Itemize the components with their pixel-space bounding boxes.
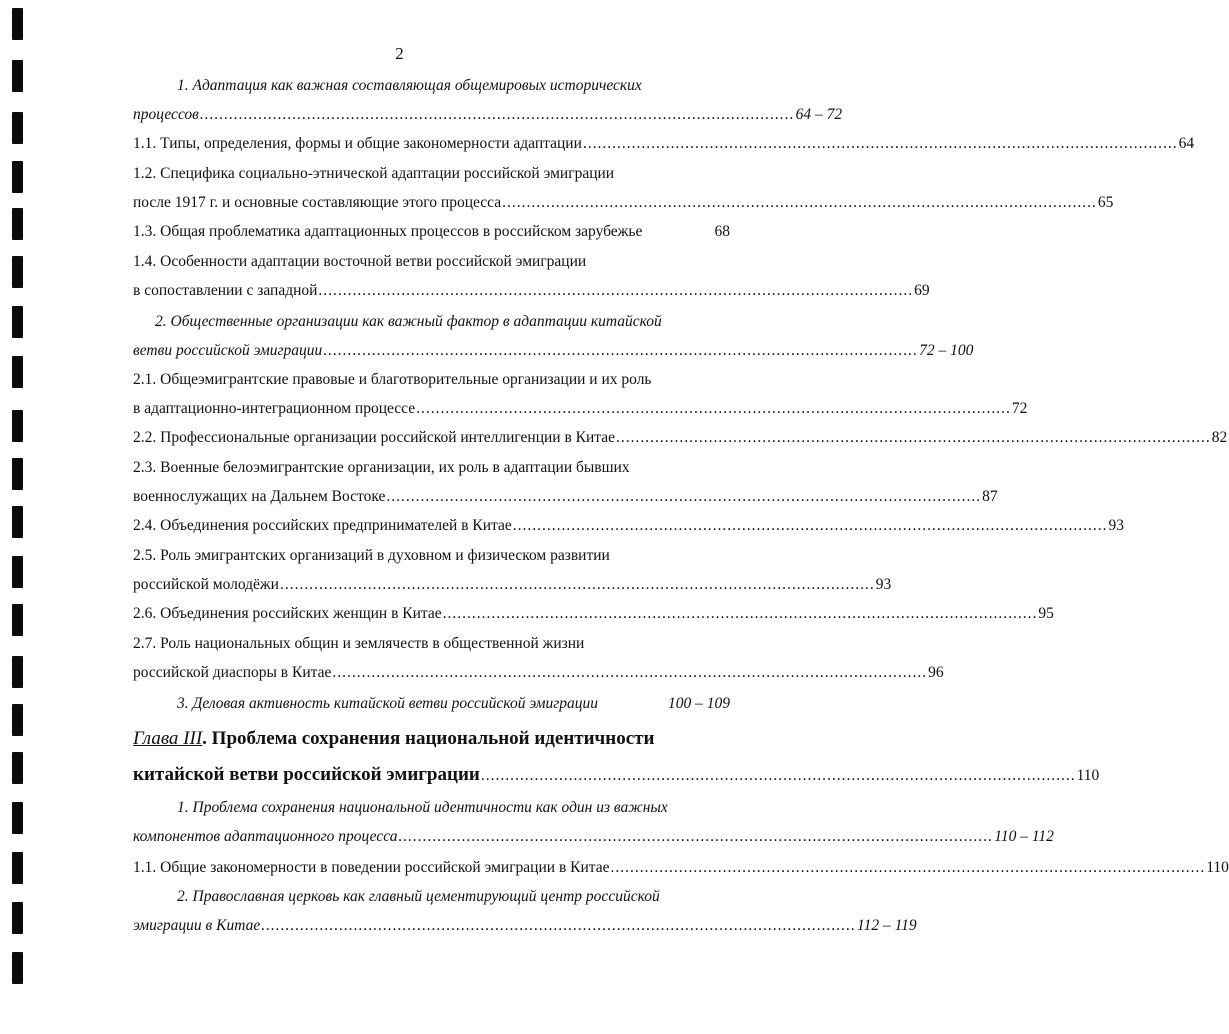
toc-entry-title: . Проблема сохранения национальной идентичности bbox=[202, 728, 655, 749]
toc-leader bbox=[133, 516, 1124, 536]
toc-leader bbox=[133, 134, 1195, 154]
toc-leader bbox=[133, 105, 843, 125]
toc-entry-title: 1.2. Специфика социально-этнической адаптации российской эмиграции bbox=[133, 165, 615, 182]
toc-leader bbox=[133, 763, 1100, 788]
dot-leader: .......................................................................................................................... bbox=[332, 664, 928, 681]
toc-page-ref: 69 bbox=[914, 282, 930, 299]
toc-page-ref: 110 – 112 bbox=[994, 828, 1054, 845]
toc-entry-title: 2.7. Роль национальных общин и землячеств в общественной жизни bbox=[133, 635, 585, 652]
toc-page-ref: 68 bbox=[714, 223, 730, 240]
toc-entry-title: 1.1. Общие закономерности в поведении российской эмиграции в Китае bbox=[133, 859, 610, 876]
dot-leader: .......................................................................................................................... bbox=[480, 767, 1076, 784]
binding-hole bbox=[12, 60, 23, 92]
binding-hole bbox=[12, 656, 23, 688]
binding-hole bbox=[12, 952, 23, 984]
dot-leader: .......................................................................................................................... bbox=[442, 605, 1038, 622]
dot-leader: .......................................................................................................................... bbox=[512, 517, 1108, 534]
toc-leader bbox=[133, 281, 930, 301]
toc-leader bbox=[133, 399, 1028, 419]
toc-chapter-3 bbox=[133, 727, 1100, 788]
toc-subsection-1-1 bbox=[133, 134, 1195, 154]
toc-page-ref: 65 bbox=[1097, 194, 1114, 211]
dot-leader: .......................................................................................................................... bbox=[261, 917, 856, 934]
toc-page-ref: 64 – 72 bbox=[795, 106, 843, 123]
toc-leader bbox=[133, 694, 730, 714]
toc-entry-title: 3. Деловая активность китайской ветви российской эмиграции bbox=[177, 695, 599, 712]
dot-leader: .......................................................................................................................... bbox=[582, 135, 1178, 152]
toc-section-3-2 bbox=[133, 887, 917, 936]
toc-leader bbox=[133, 916, 917, 936]
toc-leader bbox=[133, 604, 1054, 624]
toc-entry-title: 2.1. Общеэмигрантские правовые и благотворительные организации и их роль bbox=[133, 371, 652, 388]
dot-leader: .......................................................................................................................... bbox=[199, 106, 795, 123]
toc-section-3 bbox=[133, 694, 730, 714]
toc-page-ref: 72 – 100 bbox=[919, 342, 974, 359]
binding-hole bbox=[12, 902, 23, 934]
binding-hole bbox=[12, 556, 23, 588]
toc-subsection-2-7 bbox=[133, 634, 944, 683]
toc-entry-title-cont: военнослужащих на Дальнем Востоке bbox=[133, 488, 386, 505]
binding-hole bbox=[12, 604, 23, 636]
toc-leader bbox=[133, 827, 1054, 847]
binding-hole bbox=[12, 256, 23, 288]
binding-hole bbox=[12, 8, 23, 40]
toc-entry-title-cont: процессов bbox=[133, 106, 199, 123]
binding-hole bbox=[12, 306, 23, 338]
toc-subsection-2-5 bbox=[133, 546, 892, 595]
dot-leader: .......................................................................................................................... bbox=[318, 282, 914, 299]
dot-leader: .......................................................................................................................... bbox=[386, 488, 982, 505]
toc-leader bbox=[133, 341, 974, 361]
toc-entry-title-cont: российской диаспоры в Китае bbox=[133, 664, 332, 681]
dot-leader: .......................................................................................................................... bbox=[616, 429, 1211, 446]
toc-subsection-1-2 bbox=[133, 164, 1114, 213]
chapter-heading bbox=[133, 727, 730, 751]
toc-page-ref: 82 bbox=[1211, 429, 1228, 446]
binding-hole bbox=[12, 506, 23, 538]
toc-subsection-3-1-1 bbox=[133, 858, 1229, 878]
toc-entry-title: 2.4. Объединения российских предпринимателей в Китае bbox=[133, 517, 512, 534]
toc-subsection-2-3 bbox=[133, 458, 998, 507]
binding-hole bbox=[12, 704, 23, 736]
toc-entry-title: 2. Общественные организации как важный фактор в адаптации китайской bbox=[155, 313, 662, 330]
toc-entry-title: 1. Проблема сохранения национальной идентичности как один из важных bbox=[177, 799, 668, 816]
toc-page-ref: 96 bbox=[928, 664, 944, 681]
toc-page-ref: 110 bbox=[1076, 767, 1100, 784]
binding-hole bbox=[12, 356, 23, 388]
dot-leader: .......................................................................................................................... bbox=[502, 194, 1097, 211]
toc-entry-title: 1. Адаптация как важная составляющая общемировых исторических bbox=[177, 77, 642, 94]
binding-hole bbox=[12, 802, 23, 834]
binding-hole bbox=[12, 752, 23, 784]
toc-entry-title-cont: после 1917 г. и основные составляющие этого процесса bbox=[133, 194, 502, 211]
page-number: 2 bbox=[395, 44, 404, 63]
binding-hole bbox=[12, 852, 23, 884]
toc-entry-title: 2.3. Военные белоэмигрантские организации, их роль в адаптации бывших bbox=[133, 459, 630, 476]
toc-entry-title: 2.6. Объединения российских женщин в Китае bbox=[133, 605, 442, 622]
toc-leader bbox=[133, 858, 1229, 878]
binding-hole bbox=[12, 458, 23, 490]
toc-entry-title: 1.1. Типы, определения, формы и общие закономерности адаптации bbox=[133, 135, 582, 152]
toc-leader bbox=[133, 222, 730, 242]
toc-section-2 bbox=[133, 312, 974, 361]
toc-entry-title: 1.4. Особенности адаптации восточной ветви российской эмиграции bbox=[133, 253, 587, 270]
toc-page-ref: 64 bbox=[1178, 135, 1195, 152]
dot-leader: .......................................................................................................................... bbox=[610, 859, 1206, 876]
dot-leader: .......................................................................................................................... bbox=[279, 576, 875, 593]
toc-subsection-2-4 bbox=[133, 516, 1124, 536]
toc-page-ref: 112 – 119 bbox=[856, 917, 917, 934]
toc-page-ref: 87 bbox=[982, 488, 998, 505]
dot-leader: .......................................................................................................................... bbox=[416, 400, 1011, 417]
toc-entry-title-cont: китайской ветви российской эмиграции bbox=[133, 764, 480, 785]
toc-page-ref: 95 bbox=[1038, 605, 1054, 622]
toc-leader bbox=[133, 575, 892, 595]
toc-section-1 bbox=[133, 76, 843, 125]
binding-hole bbox=[12, 208, 23, 240]
toc-subsection-2-1 bbox=[133, 370, 1028, 419]
binding-hole bbox=[12, 161, 23, 193]
binding-hole bbox=[12, 112, 23, 144]
toc-entry-title: 2.5. Роль эмигрантских организаций в духовном и физическом развитии bbox=[133, 547, 610, 564]
toc-entry-title-cont: российской молодёжи bbox=[133, 576, 279, 593]
toc-page-ref: 72 bbox=[1011, 400, 1028, 417]
toc-leader bbox=[133, 663, 944, 683]
toc-subsection-1-3 bbox=[133, 222, 730, 242]
toc-leader bbox=[133, 428, 1228, 448]
chapter-label: Глава III bbox=[133, 728, 203, 749]
binding-hole bbox=[12, 410, 23, 442]
toc-page-ref: 100 – 109 bbox=[668, 695, 730, 712]
dot-leader: .......................................................................................................................... bbox=[398, 828, 994, 845]
dot-leader: .......................................................................................................................... bbox=[323, 342, 919, 359]
toc-entry-title-cont: ветви российской эмиграции bbox=[133, 342, 323, 359]
toc-leader bbox=[133, 487, 998, 507]
toc-section-3-1 bbox=[133, 798, 1054, 847]
toc-subsection-1-4 bbox=[133, 252, 930, 301]
toc-entry-title: 2.2. Профессиональные организации российской интеллигенции в Китае bbox=[133, 429, 616, 446]
toc-page-ref: 93 bbox=[875, 576, 892, 593]
binding-holes bbox=[0, 0, 30, 1034]
toc-leader bbox=[133, 193, 1114, 213]
toc-entry-title: 1.3. Общая проблематика адаптационных процессов в российском зарубежье bbox=[133, 223, 643, 240]
toc-entry-title-cont: компонентов адаптационного процесса bbox=[133, 828, 398, 845]
toc-entry-title-cont: в сопоставлении с западной bbox=[133, 282, 318, 299]
toc-entry-title-cont: в адаптационно-интеграционном процессе bbox=[133, 400, 416, 417]
toc-page-ref: 93 bbox=[1108, 517, 1124, 534]
toc-subsection-2-6 bbox=[133, 604, 1054, 624]
toc-subsection-2-2 bbox=[133, 428, 1228, 448]
toc-entry-title-cont: эмиграции в Китае bbox=[133, 917, 261, 934]
toc-page-ref: 110 bbox=[1206, 859, 1229, 876]
toc-entry-title: 2. Православная церковь как главный цементирующий центр российской bbox=[177, 888, 660, 905]
